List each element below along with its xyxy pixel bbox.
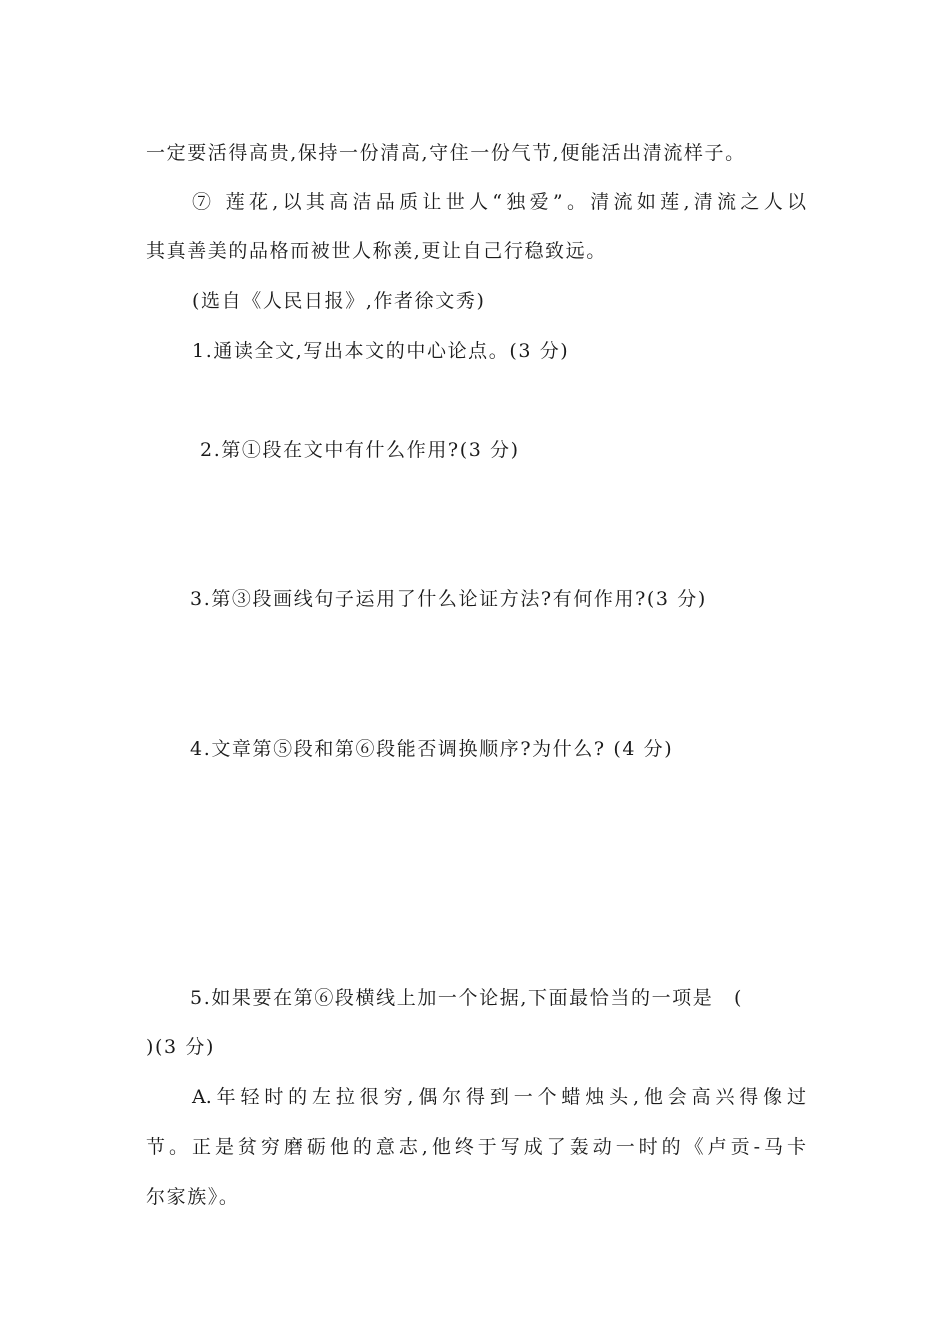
source-citation: (选自《人民日报》,作者徐文秀) (192, 290, 486, 312)
question-1: 1.通读全文,写出本文的中心论点。(3 分) (192, 340, 570, 362)
option-a-line-2: 节。正是贫穷磨砺他的意志,他终于写成了轰动一时的《卢贡-马卡 (146, 1136, 806, 1158)
question-2: 2.第①段在文中有什么作用?(3 分) (200, 439, 520, 461)
option-a-line-3: 尔家族》。 (146, 1186, 240, 1208)
question-3: 3.第③段画线句子运用了什么论证方法?有何作用?(3 分) (190, 588, 707, 610)
paragraph-7-line-2: 其真善美的品格而被世人称羡,更让自己行稳致远。 (146, 240, 607, 262)
paragraph-7-line-1: ⑦ 莲花,以其高洁品质让世人“独爱”。清流如莲,清流之人以 (192, 191, 806, 213)
question-4: 4.文章第⑤段和第⑥段能否调换顺序?为什么? (4 分) (190, 738, 674, 760)
question-5-line-1: 5.如果要在第⑥段横线上加一个论据,下面最恰当的一项是 ( (190, 987, 743, 1009)
option-a-line-1: A.年轻时的左拉很穷,偶尔得到一个蜡烛头,他会高兴得像过 (192, 1086, 806, 1108)
paragraph-6-tail: 一定要活得高贵,保持一份清高,守住一份气节,便能活出清流样子。 (146, 142, 746, 164)
question-5-line-2: )(3 分) (146, 1036, 215, 1058)
